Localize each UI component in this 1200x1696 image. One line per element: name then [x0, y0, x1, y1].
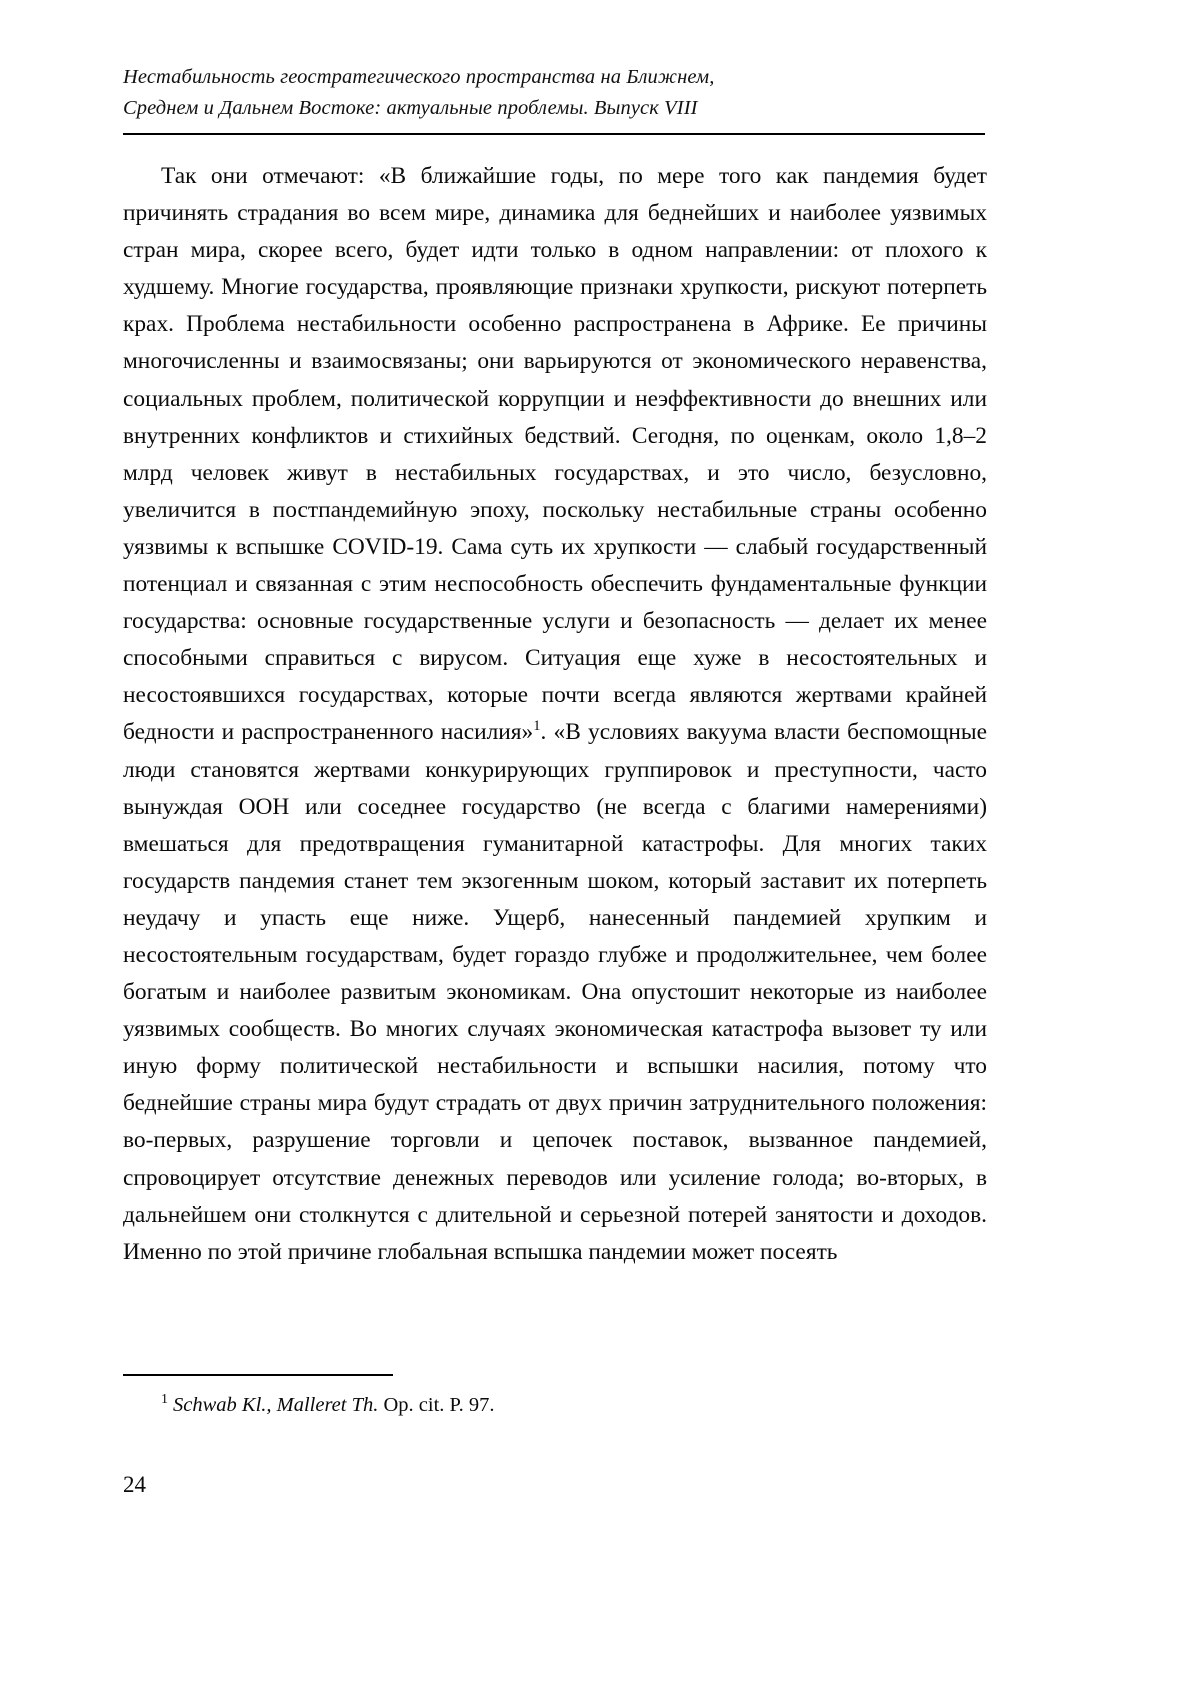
- footnote-reference[interactable]: 1: [533, 718, 541, 735]
- paragraph-part-1: Так они отмечают: «В ближайшие годы, по мере того как пандемия будет причинять страдания во всем мире, динамика для беднейших и наиболее уязвимых стран мира, скорее всего, будет идти только в одном направлении: от плохого к худшему. Многие государства, проявляющие признаки хрупкости, рискуют потерпеть крах. Проблема нестабильности особенно распространена в Африке. Ее причины многочисленны и взаимосвязаны; они варьируются от экономического неравенства, социальных проблем, политической коррупции и неэффективности до внешних или внутренних конфликтов и стихийных бедствий. Сегодня, по оценкам, около 1,8–2 млрд человек живут в нестабильных государствах, и это число, безусловно, увеличится в постпандемийную эпоху, поскольку нестабильные страны особенно уязвимы к вспышке COVID-19. Сама суть их хрупкости — слабый государственный потенциал и связанная с этим неспособность обеспечить фундаментальные функции государства: основные государственные услуги и безопасность — делает их менее способными справиться с вирусом. Ситуация еще хуже в несостоятельных и несостоявшихся государствах, которые почти всегда являются жертвами крайней бедности и распространенного насилия»: [123, 163, 987, 746]
- paragraph-part-2: . «В условиях вакуума власти беспомощные люди становятся жертвами конкурирующих группировок и преступности, часто вынуждая ООН или соседнее государство (не всегда с благими намерениями) вмешаться для предотвращения гуманитарной катастрофы. Для многих таких государств пандемия станет тем экзогенным шоком, который заставит их потерпеть неудачу и упасть еще ниже. Ущерб, нанесенный пандемией хрупким и несостоятельным государствам, будет гораздо глубже и продолжительнее, чем более богатым и наиболее развитым экономикам. Она опустошит некоторые из наиболее уязвимых сообществ. Во многих случаях экономическая катастрофа вызовет ту или иную форму политической нестабильности и вспышки насилия, потому что беднейшие страны мира будут страдать от двух причин затруднительного положения: во-первых, разрушение торговли и цепочек поставок, вызванное пандемией, спровоцирует отсутствие денежных переводов или усиление голода; во-вторых, в дальнейшем они столкнутся с длительной и серьезной потерей занятости и доходов. Именно по этой причине глобальная вспышка пандемии может посеять: [123, 719, 988, 1265]
- footnote-source-author: Schwab Kl., Malleret Th.: [173, 1394, 379, 1416]
- running-head: [123, 62, 983, 124]
- page-number: 24: [123, 1472, 146, 1497]
- footnote-marker: 1: [161, 1392, 168, 1408]
- running-head-line-1: Нестабильность геостратегического пространства на Ближнем,: [123, 66, 715, 88]
- running-head-line-2: Среднем и Дальнем Востоке: актуальные проблемы. Выпуск VIII: [123, 97, 698, 119]
- body-text-block: [123, 158, 987, 1271]
- footnote-source-detail: Op. cit. P. 97.: [378, 1394, 495, 1416]
- footnote-divider: [123, 1374, 393, 1376]
- header-divider: [123, 133, 985, 135]
- main-paragraph: [123, 158, 987, 1271]
- footnote: [123, 1390, 987, 1421]
